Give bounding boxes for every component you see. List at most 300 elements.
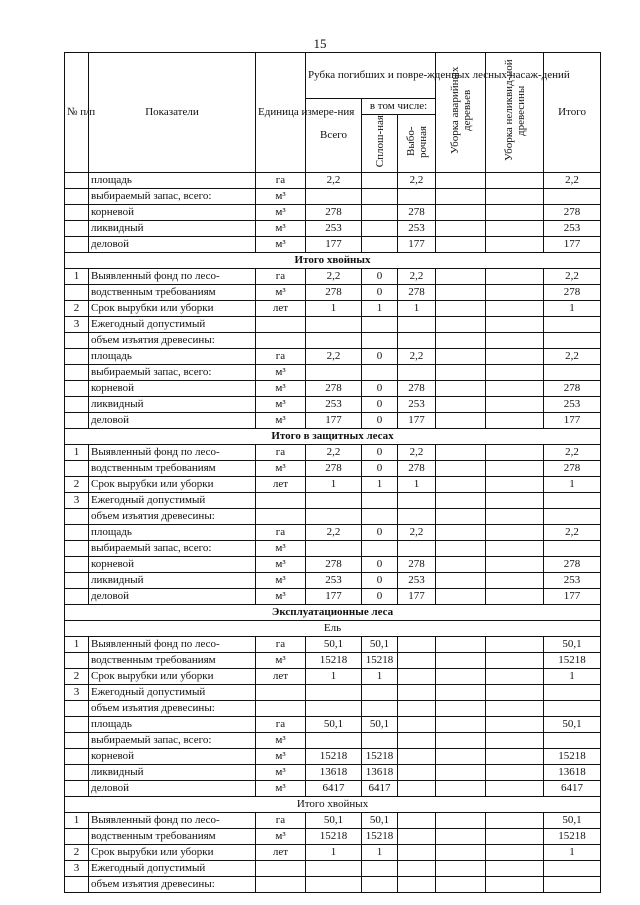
row-unit: га: [256, 717, 306, 733]
table-row: [65, 477, 601, 493]
row-number: 2: [65, 669, 89, 685]
value-grand-total: [544, 365, 601, 381]
value-clear: 13618: [362, 765, 398, 781]
value-grand-total: 6417: [544, 781, 601, 797]
value-grand-total: [544, 189, 601, 205]
row-label: выбираемый запас, всего:: [89, 189, 256, 205]
header-indicators: Показатели: [89, 53, 256, 173]
value-emergency: [436, 733, 486, 749]
table-row: [65, 717, 601, 733]
row-unit: м³: [256, 461, 306, 477]
value-illiquid: [486, 509, 544, 525]
value-emergency: [436, 461, 486, 477]
value-grand-total: [544, 877, 601, 893]
value-grand-total: 253: [544, 573, 601, 589]
value-illiquid: [486, 637, 544, 653]
value-total: 278: [306, 285, 362, 301]
table-row: [65, 381, 601, 397]
header-selective: Выбо-рочная: [398, 115, 436, 173]
table-row: [65, 573, 601, 589]
value-total: 2,2: [306, 269, 362, 285]
row-unit: лет: [256, 301, 306, 317]
value-emergency: [436, 493, 486, 509]
row-number: [65, 509, 89, 525]
value-emergency: [436, 205, 486, 221]
value-clear: [362, 205, 398, 221]
table-row: [65, 301, 601, 317]
value-selective: [398, 781, 436, 797]
value-clear: [362, 221, 398, 237]
value-selective: [398, 765, 436, 781]
row-unit: [256, 861, 306, 877]
table-row: [65, 173, 601, 189]
table-row: [65, 397, 601, 413]
row-label: Срок вырубки или уборки: [89, 477, 256, 493]
row-number: [65, 573, 89, 589]
value-grand-total: 13618: [544, 765, 601, 781]
value-selective: [398, 861, 436, 877]
value-illiquid: [486, 269, 544, 285]
value-clear: 15218: [362, 653, 398, 669]
table-row: [65, 733, 601, 749]
section-row: [65, 429, 601, 445]
row-label: объем изъятия древесины:: [89, 509, 256, 525]
table-row: [65, 589, 601, 605]
row-label: объем изъятия древесины:: [89, 701, 256, 717]
value-clear: 50,1: [362, 813, 398, 829]
table-row: [65, 493, 601, 509]
value-total: [306, 733, 362, 749]
value-total: 1: [306, 845, 362, 861]
value-emergency: [436, 877, 486, 893]
row-unit: м³: [256, 653, 306, 669]
row-number: 1: [65, 637, 89, 653]
value-illiquid: [486, 781, 544, 797]
row-label: корневой: [89, 205, 256, 221]
row-label: Выявленный фонд по лесо-: [89, 445, 256, 461]
row-label: объем изъятия древесины:: [89, 877, 256, 893]
value-clear: [362, 685, 398, 701]
value-total: 177: [306, 237, 362, 253]
value-selective: 2,2: [398, 349, 436, 365]
value-selective: [398, 717, 436, 733]
row-label: корневой: [89, 381, 256, 397]
value-selective: [398, 333, 436, 349]
value-illiquid: [486, 653, 544, 669]
value-clear: 6417: [362, 781, 398, 797]
row-number: 1: [65, 445, 89, 461]
row-number: [65, 397, 89, 413]
value-grand-total: [544, 733, 601, 749]
row-number: 2: [65, 845, 89, 861]
value-emergency: [436, 701, 486, 717]
value-total: 177: [306, 589, 362, 605]
value-emergency: [436, 221, 486, 237]
value-selective: 278: [398, 205, 436, 221]
value-selective: [398, 541, 436, 557]
value-illiquid: [486, 877, 544, 893]
value-grand-total: 1: [544, 477, 601, 493]
value-total: [306, 541, 362, 557]
row-label: объем изъятия древесины:: [89, 333, 256, 349]
value-total: [306, 189, 362, 205]
value-selective: 278: [398, 557, 436, 573]
value-grand-total: 177: [544, 237, 601, 253]
row-number: 3: [65, 493, 89, 509]
row-unit: м³: [256, 221, 306, 237]
table-row: [65, 781, 601, 797]
value-total: 15218: [306, 653, 362, 669]
row-label: Срок вырубки или уборки: [89, 301, 256, 317]
value-clear: [362, 237, 398, 253]
section-title: Ель: [65, 621, 601, 637]
value-grand-total: 278: [544, 285, 601, 301]
value-selective: [398, 189, 436, 205]
value-total: [306, 493, 362, 509]
value-clear: 50,1: [362, 717, 398, 733]
value-emergency: [436, 781, 486, 797]
table-row: [65, 509, 601, 525]
row-number: 2: [65, 301, 89, 317]
value-selective: [398, 877, 436, 893]
section-row: [65, 253, 601, 269]
header-grand-total: Итого: [544, 53, 601, 173]
value-selective: [398, 317, 436, 333]
value-total: [306, 701, 362, 717]
value-emergency: [436, 413, 486, 429]
forest-felling-table: [64, 52, 601, 893]
table-row: [65, 269, 601, 285]
table-row: [65, 765, 601, 781]
row-unit: м³: [256, 237, 306, 253]
value-selective: 278: [398, 381, 436, 397]
table-row: [65, 813, 601, 829]
value-emergency: [436, 717, 486, 733]
header-num: № п/п: [65, 53, 89, 173]
value-total: [306, 333, 362, 349]
row-unit: м³: [256, 589, 306, 605]
value-grand-total: 2,2: [544, 173, 601, 189]
row-unit: м³: [256, 765, 306, 781]
value-grand-total: [544, 685, 601, 701]
value-total: [306, 365, 362, 381]
value-clear: [362, 333, 398, 349]
value-total: 2,2: [306, 349, 362, 365]
table-row: [65, 861, 601, 877]
value-clear: [362, 317, 398, 333]
header-unit: Единица измере-ния: [256, 53, 306, 173]
value-illiquid: [486, 477, 544, 493]
value-emergency: [436, 845, 486, 861]
row-number: [65, 205, 89, 221]
table-row: [65, 333, 601, 349]
row-label: водственным требованиям: [89, 653, 256, 669]
table-row: [65, 349, 601, 365]
row-label: ликвидный: [89, 573, 256, 589]
value-emergency: [436, 829, 486, 845]
value-total: 278: [306, 205, 362, 221]
value-total: 278: [306, 461, 362, 477]
row-label: площадь: [89, 717, 256, 733]
row-unit: [256, 493, 306, 509]
value-selective: [398, 637, 436, 653]
row-label: ликвидный: [89, 397, 256, 413]
value-illiquid: [486, 413, 544, 429]
table-row: [65, 557, 601, 573]
section-row: [65, 797, 601, 813]
value-grand-total: 2,2: [544, 525, 601, 541]
value-selective: 177: [398, 589, 436, 605]
value-illiquid: [486, 173, 544, 189]
value-total: 1: [306, 477, 362, 493]
value-illiquid: [486, 493, 544, 509]
value-illiquid: [486, 461, 544, 477]
row-unit: [256, 877, 306, 893]
row-number: [65, 221, 89, 237]
table-row: [65, 317, 601, 333]
value-emergency: [436, 653, 486, 669]
row-unit: м³: [256, 205, 306, 221]
value-clear: 1: [362, 301, 398, 317]
value-grand-total: 278: [544, 557, 601, 573]
row-unit: м³: [256, 573, 306, 589]
row-number: [65, 525, 89, 541]
value-total: 278: [306, 381, 362, 397]
value-total: 253: [306, 397, 362, 413]
row-label: Выявленный фонд по лесо-: [89, 637, 256, 653]
row-unit: м³: [256, 781, 306, 797]
value-clear: [362, 541, 398, 557]
value-grand-total: 50,1: [544, 717, 601, 733]
value-selective: 177: [398, 413, 436, 429]
row-number: [65, 237, 89, 253]
value-total: [306, 685, 362, 701]
value-grand-total: 50,1: [544, 637, 601, 653]
row-unit: га: [256, 349, 306, 365]
table-row: [65, 685, 601, 701]
value-illiquid: [486, 397, 544, 413]
value-illiquid: [486, 573, 544, 589]
row-number: [65, 589, 89, 605]
row-number: [65, 189, 89, 205]
value-illiquid: [486, 541, 544, 557]
value-clear: 0: [362, 573, 398, 589]
value-selective: 2,2: [398, 173, 436, 189]
header-total: Всего: [306, 99, 362, 173]
value-emergency: [436, 637, 486, 653]
row-unit: лет: [256, 477, 306, 493]
page-number: 15: [313, 36, 327, 51]
table-row: [65, 829, 601, 845]
value-clear: 0: [362, 461, 398, 477]
row-unit: м³: [256, 557, 306, 573]
row-label: Выявленный фонд по лесо-: [89, 269, 256, 285]
value-emergency: [436, 573, 486, 589]
value-selective: [398, 669, 436, 685]
value-emergency: [436, 861, 486, 877]
row-label: деловой: [89, 237, 256, 253]
row-unit: м³: [256, 285, 306, 301]
value-grand-total: 15218: [544, 829, 601, 845]
value-illiquid: [486, 349, 544, 365]
value-clear: [362, 877, 398, 893]
value-illiquid: [486, 845, 544, 861]
value-illiquid: [486, 317, 544, 333]
value-illiquid: [486, 333, 544, 349]
section-title: Итого хвойных: [65, 797, 601, 813]
value-grand-total: [544, 317, 601, 333]
row-label: ликвидный: [89, 221, 256, 237]
section-title: Итого хвойных: [65, 253, 601, 269]
value-selective: [398, 701, 436, 717]
row-unit: га: [256, 173, 306, 189]
value-grand-total: 1: [544, 669, 601, 685]
value-emergency: [436, 669, 486, 685]
value-grand-total: 278: [544, 461, 601, 477]
value-selective: 2,2: [398, 269, 436, 285]
value-emergency: [436, 349, 486, 365]
row-unit: [256, 685, 306, 701]
value-selective: 253: [398, 573, 436, 589]
value-clear: 0: [362, 381, 398, 397]
value-total: [306, 317, 362, 333]
value-illiquid: [486, 717, 544, 733]
value-illiquid: [486, 365, 544, 381]
table-row: [65, 541, 601, 557]
value-selective: 177: [398, 237, 436, 253]
row-number: [65, 765, 89, 781]
header-including: в том числе:: [362, 99, 436, 115]
row-unit: м³: [256, 397, 306, 413]
row-number: 1: [65, 813, 89, 829]
section-row: [65, 621, 601, 637]
value-grand-total: 253: [544, 397, 601, 413]
value-selective: [398, 845, 436, 861]
value-selective: [398, 509, 436, 525]
value-illiquid: [486, 445, 544, 461]
row-number: [65, 557, 89, 573]
value-emergency: [436, 285, 486, 301]
row-unit: [256, 333, 306, 349]
value-selective: 2,2: [398, 445, 436, 461]
row-number: [65, 461, 89, 477]
value-grand-total: 253: [544, 221, 601, 237]
value-clear: [362, 509, 398, 525]
value-grand-total: 278: [544, 205, 601, 221]
row-label: выбираемый запас, всего:: [89, 541, 256, 557]
value-illiquid: [486, 813, 544, 829]
value-emergency: [436, 509, 486, 525]
value-clear: 0: [362, 397, 398, 413]
table-row: [65, 669, 601, 685]
row-number: [65, 717, 89, 733]
value-grand-total: 278: [544, 381, 601, 397]
value-selective: 1: [398, 301, 436, 317]
row-unit: м³: [256, 365, 306, 381]
value-emergency: [436, 317, 486, 333]
table-row: [65, 205, 601, 221]
value-emergency: [436, 765, 486, 781]
value-clear: [362, 701, 398, 717]
value-clear: 1: [362, 669, 398, 685]
table-row: [65, 221, 601, 237]
row-number: [65, 701, 89, 717]
value-total: 278: [306, 557, 362, 573]
value-grand-total: [544, 541, 601, 557]
row-label: деловой: [89, 781, 256, 797]
value-emergency: [436, 813, 486, 829]
value-illiquid: [486, 221, 544, 237]
row-label: водственным требованиям: [89, 461, 256, 477]
value-illiquid: [486, 525, 544, 541]
value-illiquid: [486, 669, 544, 685]
value-total: 1: [306, 301, 362, 317]
value-grand-total: 177: [544, 589, 601, 605]
value-total: 6417: [306, 781, 362, 797]
table-row: [65, 413, 601, 429]
row-number: 2: [65, 477, 89, 493]
value-grand-total: [544, 333, 601, 349]
row-label: корневой: [89, 749, 256, 765]
value-total: 2,2: [306, 445, 362, 461]
row-number: [65, 829, 89, 845]
header-felling: Рубка погибших и повре-жденных лесных насаж-дений: [306, 53, 436, 99]
value-emergency: [436, 365, 486, 381]
value-illiquid: [486, 381, 544, 397]
row-label: Срок вырубки или уборки: [89, 669, 256, 685]
value-emergency: [436, 557, 486, 573]
row-unit: м³: [256, 413, 306, 429]
row-number: 3: [65, 317, 89, 333]
value-illiquid: [486, 301, 544, 317]
value-clear: 0: [362, 445, 398, 461]
value-grand-total: 177: [544, 413, 601, 429]
value-grand-total: 1: [544, 845, 601, 861]
row-label: Срок вырубки или уборки: [89, 845, 256, 861]
row-number: [65, 749, 89, 765]
row-unit: га: [256, 445, 306, 461]
table-row: [65, 237, 601, 253]
value-total: 253: [306, 221, 362, 237]
row-number: [65, 733, 89, 749]
value-illiquid: [486, 701, 544, 717]
value-clear: 0: [362, 349, 398, 365]
row-label: Выявленный фонд по лесо-: [89, 813, 256, 829]
value-grand-total: 1: [544, 301, 601, 317]
row-unit: лет: [256, 845, 306, 861]
row-label: водственным требованиям: [89, 285, 256, 301]
value-clear: 15218: [362, 829, 398, 845]
value-selective: [398, 829, 436, 845]
table-body: [65, 173, 601, 893]
row-number: 3: [65, 685, 89, 701]
value-grand-total: 2,2: [544, 445, 601, 461]
row-unit: [256, 317, 306, 333]
value-emergency: [436, 445, 486, 461]
table-row: [65, 637, 601, 653]
row-label: площадь: [89, 173, 256, 189]
value-clear: 0: [362, 269, 398, 285]
value-emergency: [436, 541, 486, 557]
value-illiquid: [486, 557, 544, 573]
value-clear: 0: [362, 285, 398, 301]
value-total: 50,1: [306, 813, 362, 829]
table-row: [65, 461, 601, 477]
value-total: 1: [306, 669, 362, 685]
row-number: [65, 349, 89, 365]
row-label: выбираемый запас, всего:: [89, 733, 256, 749]
row-unit: м³: [256, 829, 306, 845]
